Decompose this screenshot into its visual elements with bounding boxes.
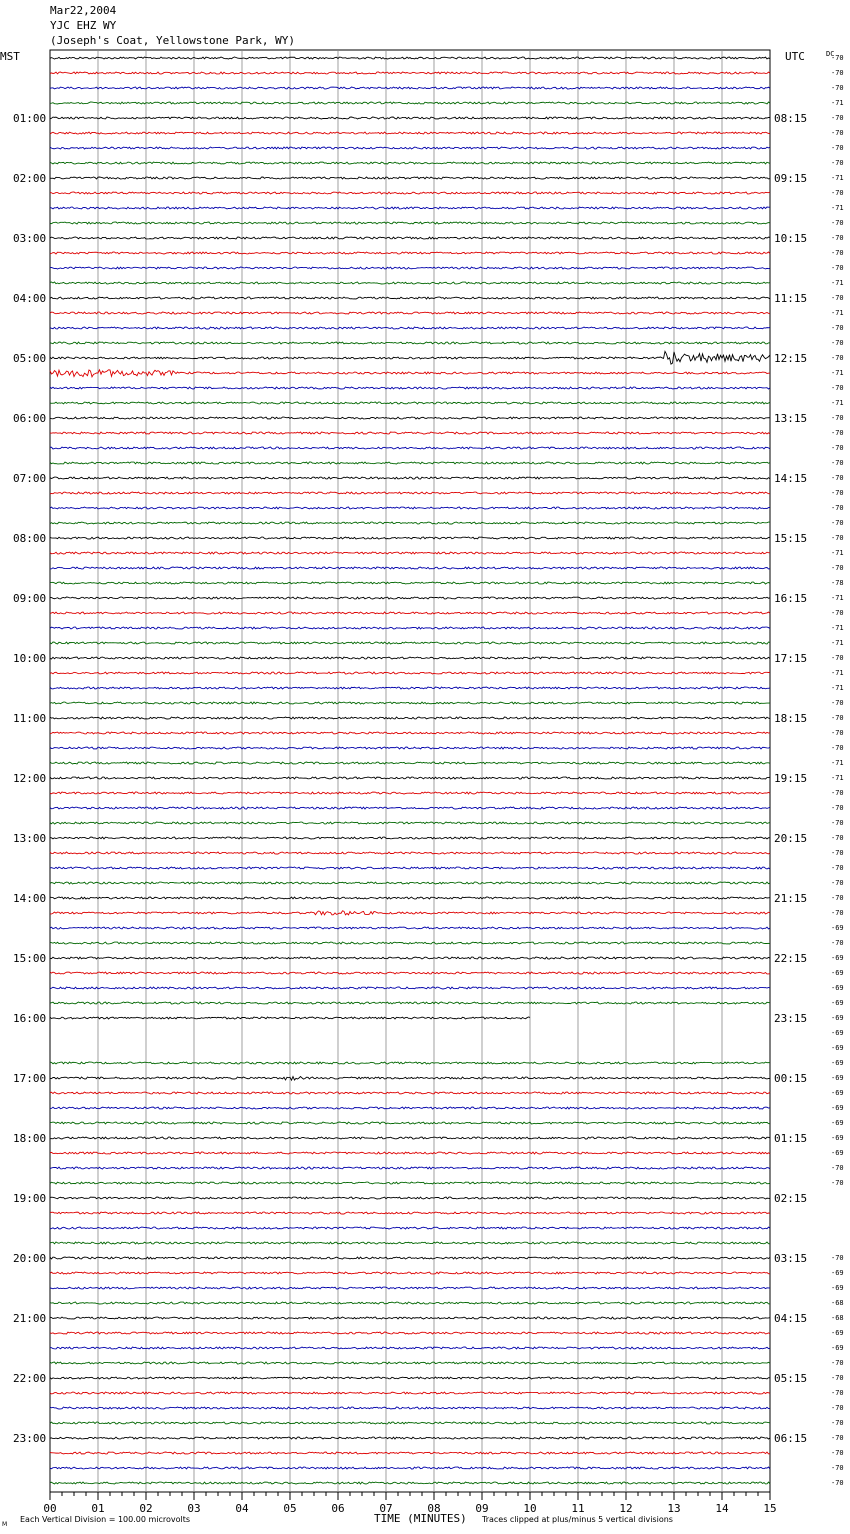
dc-offset-label: -68 xyxy=(831,1299,844,1307)
seismic-trace xyxy=(50,72,770,74)
dc-offset-label: -70 xyxy=(831,339,844,347)
dc-offset-label: -70 xyxy=(831,699,844,707)
seismic-trace xyxy=(50,417,770,419)
dc-offset-label: -71 xyxy=(831,594,844,602)
seismic-trace xyxy=(50,162,770,164)
dc-offset-label: -70 xyxy=(831,474,844,482)
seismic-trace xyxy=(50,1212,770,1214)
x-tick-label: 12 xyxy=(619,1502,633,1515)
mst-hour-label: 07:00 xyxy=(13,472,47,485)
dc-offset-label: -70 xyxy=(831,1359,844,1367)
seismic-trace xyxy=(50,1437,770,1439)
dc-offset-label: -69 xyxy=(831,1134,844,1142)
x-tick-label: 15 xyxy=(763,1502,777,1515)
seismic-trace xyxy=(50,462,770,464)
seismic-trace xyxy=(50,582,770,584)
seismic-trace xyxy=(50,117,770,119)
dc-offset-label: -71 xyxy=(831,309,844,317)
dc-offset-label: -71 xyxy=(831,624,844,632)
x-tick-label: 03 xyxy=(187,1502,201,1515)
dc-offset-label: -71 xyxy=(831,279,844,287)
x-tick-label: 10 xyxy=(523,1502,537,1515)
seismic-trace xyxy=(50,1302,770,1304)
mst-hour-label: 04:00 xyxy=(13,292,47,305)
mst-hour-label: 03:00 xyxy=(13,232,47,245)
mst-hour-label: 22:00 xyxy=(13,1372,47,1385)
dc-offset-label: -69 xyxy=(831,1104,844,1112)
mst-hour-label: 12:00 xyxy=(13,772,47,785)
dc-offset-label: -69 xyxy=(831,1059,844,1067)
x-tick-label: 01 xyxy=(91,1502,105,1515)
utc-hour-label: 12:15 xyxy=(774,352,808,365)
seismic-trace xyxy=(50,642,770,644)
seismic-trace xyxy=(50,672,770,674)
seismic-trace xyxy=(50,237,770,239)
seismic-trace xyxy=(50,657,770,659)
seismic-trace xyxy=(50,927,770,929)
utc-hour-labels xyxy=(774,112,807,1445)
dc-offset-label: -70 xyxy=(831,384,844,392)
dc-offset-label: -70 xyxy=(831,789,844,797)
seismic-trace xyxy=(50,717,770,719)
utc-hour-label: 19:15 xyxy=(774,772,808,785)
seismic-trace xyxy=(50,597,770,599)
dc-offset-label: -70 xyxy=(831,444,844,452)
utc-hour-label: 09:15 xyxy=(774,172,808,185)
station-label: YJC EHZ WY xyxy=(50,19,117,32)
seismic-trace xyxy=(50,942,770,944)
seismic-trace xyxy=(50,1422,770,1424)
utc-hour-label: 08:15 xyxy=(774,112,808,125)
seismic-trace xyxy=(50,1272,770,1274)
dc-offset-label: -69 xyxy=(831,1329,844,1337)
dc-offset-label: -69 xyxy=(831,999,844,1007)
dc-offset-label: -70 xyxy=(831,414,844,422)
dc-offset-label: -70 xyxy=(831,1374,844,1382)
seismic-trace xyxy=(50,370,770,377)
seismic-trace xyxy=(50,552,770,554)
dc-offset-label: -70 xyxy=(831,564,844,572)
seismic-trace xyxy=(50,732,770,734)
x-tick-label: 04 xyxy=(235,1502,249,1515)
dc-offset-label: -70 xyxy=(831,1404,844,1412)
x-tick-label: 06 xyxy=(331,1502,345,1515)
dc-offset-label: -70 xyxy=(831,1389,844,1397)
seismic-trace xyxy=(50,1122,770,1124)
seismic-trace xyxy=(50,1407,770,1409)
seismic-trace xyxy=(50,1167,770,1169)
seismic-trace xyxy=(50,1467,770,1469)
dc-offset-label: -69 xyxy=(831,954,844,962)
x-tick-label: 13 xyxy=(667,1502,681,1515)
corner-mark: M xyxy=(2,1521,8,1528)
mst-hour-label: 01:00 xyxy=(13,112,47,125)
dc-offset-label: -71 xyxy=(831,204,844,212)
dc-offset-labels xyxy=(831,54,844,1487)
seismic-trace xyxy=(50,102,770,104)
seismic-trace xyxy=(50,522,770,524)
seismic-trace xyxy=(50,57,770,59)
seismic-trace xyxy=(50,1092,770,1094)
dc-offset-label: -71 xyxy=(831,774,844,782)
dc-offset-label: -69 xyxy=(831,1119,844,1127)
dc-offset-label: -70 xyxy=(831,534,844,542)
mst-hour-label: 20:00 xyxy=(13,1252,47,1265)
mst-hour-label: 10:00 xyxy=(13,652,47,665)
mst-hour-label: 15:00 xyxy=(13,952,47,965)
x-tick-label: 00 xyxy=(43,1502,57,1515)
seismic-trace xyxy=(50,852,770,854)
seismic-trace xyxy=(50,1107,770,1109)
mst-hour-label: 08:00 xyxy=(13,532,47,545)
dc-offset-label: -70 xyxy=(831,519,844,527)
seismic-trace xyxy=(50,222,770,224)
utc-hour-label: 04:15 xyxy=(774,1312,808,1325)
mst-label: MST xyxy=(0,50,20,63)
seismic-trace xyxy=(50,177,770,179)
mst-hour-label: 05:00 xyxy=(13,352,47,365)
dc-offset-label: -69 xyxy=(831,969,844,977)
seismic-trace xyxy=(50,837,770,839)
dc-offset-label: -71 xyxy=(831,684,844,692)
grid-lines xyxy=(50,50,770,1492)
location-label: (Joseph's Coat, Yellowstone Park, WY) xyxy=(50,34,296,47)
seismic-trace xyxy=(50,1242,770,1244)
seismic-trace xyxy=(50,777,770,779)
seismic-trace xyxy=(50,1482,770,1484)
mst-hour-label: 06:00 xyxy=(13,412,47,425)
dc-offset-label: -70 xyxy=(831,819,844,827)
seismic-trace xyxy=(50,792,770,794)
dc-offset-label: -69 xyxy=(831,984,844,992)
dc-offset-label: -69 xyxy=(831,1074,844,1082)
seismic-trace xyxy=(50,1077,770,1081)
seismic-trace xyxy=(50,207,770,209)
seismic-trace xyxy=(50,507,770,509)
seismic-trace xyxy=(50,1347,770,1349)
dc-offset-label: -69 xyxy=(831,1269,844,1277)
utc-hour-label: 20:15 xyxy=(774,832,808,845)
dc-offset-label: -69 xyxy=(831,1284,844,1292)
dc-offset-label: -69 xyxy=(831,924,844,932)
seismic-trace xyxy=(50,747,770,749)
utc-hour-label: 22:15 xyxy=(774,952,808,965)
x-tick-label: 02 xyxy=(139,1502,153,1515)
mst-hour-label: 19:00 xyxy=(13,1192,47,1205)
seismic-trace xyxy=(50,312,770,314)
dc-offset-label: -70 xyxy=(831,234,844,242)
dc-offset-label: -69 xyxy=(831,1149,844,1157)
scale-note: Each Vertical Division = 100.00 microvolts xyxy=(20,1515,191,1524)
dc-offset-label: -70 xyxy=(831,429,844,437)
utc-hour-label: 11:15 xyxy=(774,292,808,305)
dc-offset-label: -70 xyxy=(831,249,844,257)
mst-hour-labels xyxy=(13,112,46,1445)
dc-offset-label: -70 xyxy=(831,1164,844,1172)
mst-hour-label: 21:00 xyxy=(13,1312,47,1325)
utc-hour-label: 13:15 xyxy=(774,412,808,425)
utc-hour-label: 14:15 xyxy=(774,472,808,485)
dc-offset-label: -70 xyxy=(831,744,844,752)
utc-hour-label: 10:15 xyxy=(774,232,808,245)
dc-label: DC xyxy=(826,50,835,58)
seismic-trace xyxy=(50,1257,770,1259)
dc-offset-label: -68 xyxy=(831,1314,844,1322)
utc-hour-label: 06:15 xyxy=(774,1432,808,1445)
seismic-trace xyxy=(50,687,770,689)
plot-frame xyxy=(50,50,770,1492)
mst-hour-label: 23:00 xyxy=(13,1432,47,1445)
dc-offset-label: -70 xyxy=(831,939,844,947)
seismic-trace xyxy=(50,537,770,539)
dc-offset-label: -71 xyxy=(831,549,844,557)
dc-offset-label: -70 xyxy=(831,654,844,662)
mst-hour-label: 16:00 xyxy=(13,1012,47,1025)
dc-offset-label: -70 xyxy=(831,129,844,137)
seismic-trace xyxy=(50,1002,770,1004)
utc-hour-label: 05:15 xyxy=(774,1372,808,1385)
dc-offset-label: -70 xyxy=(831,159,844,167)
seismic-trace xyxy=(50,1377,770,1379)
seismic-trace xyxy=(50,822,770,824)
utc-hour-label: 23:15 xyxy=(774,1012,808,1025)
dc-offset-label: -70 xyxy=(831,69,844,77)
seismic-trace xyxy=(50,762,770,764)
dc-offset-label: -70 xyxy=(831,909,844,917)
utc-hour-label: 15:15 xyxy=(774,532,808,545)
dc-offset-label: -70 xyxy=(831,1464,844,1472)
dc-offset-label: -70 xyxy=(831,879,844,887)
seismic-trace xyxy=(50,911,770,915)
x-axis-title: TIME (MINUTES) xyxy=(374,1512,467,1525)
seismic-trace xyxy=(50,327,770,329)
dc-offset-label: -70 xyxy=(831,804,844,812)
seismic-trace xyxy=(50,807,770,809)
dc-offset-label: -71 xyxy=(831,99,844,107)
utc-hour-label: 17:15 xyxy=(774,652,808,665)
seismic-trace xyxy=(50,627,770,629)
dc-offset-label: -70 xyxy=(831,1419,844,1427)
x-tick-label: 11 xyxy=(571,1502,585,1515)
mst-hour-label: 09:00 xyxy=(13,592,47,605)
utc-hour-label: 00:15 xyxy=(774,1072,808,1085)
dc-offset-label: -70 xyxy=(831,729,844,737)
dc-offset-label: -70 xyxy=(831,864,844,872)
x-tick-label: 09 xyxy=(475,1502,489,1515)
utc-hour-label: 18:15 xyxy=(774,712,808,725)
dc-offset-label: -70 xyxy=(831,264,844,272)
seismic-trace xyxy=(50,132,770,134)
dc-offset-label: -71 xyxy=(831,639,844,647)
dc-offset-label: -69 xyxy=(831,1044,844,1052)
seismic-trace xyxy=(50,957,770,959)
dc-offset-label: -71 xyxy=(831,669,844,677)
utc-hour-label: 03:15 xyxy=(774,1252,808,1265)
dc-offset-label: -70 xyxy=(831,1434,844,1442)
mst-hour-label: 17:00 xyxy=(13,1072,47,1085)
dc-offset-label: -70 xyxy=(831,894,844,902)
date-label: Mar22,2004 xyxy=(50,4,117,17)
seismic-trace xyxy=(50,387,770,389)
dc-offset-label: -69 xyxy=(831,1014,844,1022)
seismic-trace xyxy=(50,192,770,194)
seismic-trace xyxy=(50,297,770,299)
dc-offset-label: -70 xyxy=(831,294,844,302)
seismic-trace xyxy=(50,87,770,89)
seismic-trace xyxy=(50,972,770,974)
seismic-trace xyxy=(50,447,770,449)
utc-hour-label: 02:15 xyxy=(774,1192,808,1205)
seismic-trace xyxy=(50,147,770,149)
dc-offset-label: -69 xyxy=(831,1344,844,1352)
seismic-trace xyxy=(50,351,770,364)
dc-offset-label: -70 xyxy=(831,1254,844,1262)
x-tick-label: 14 xyxy=(715,1502,729,1515)
seismic-trace xyxy=(50,432,770,434)
seismic-trace xyxy=(50,1137,770,1139)
mst-hour-label: 02:00 xyxy=(13,172,47,185)
dc-offset-label: -69 xyxy=(831,1029,844,1037)
mst-hour-label: 11:00 xyxy=(13,712,47,725)
seismic-trace xyxy=(50,1197,770,1199)
x-tick-label: 05 xyxy=(283,1502,297,1515)
dc-offset-label: -78 xyxy=(831,579,844,587)
seismic-trace xyxy=(50,1452,770,1454)
utc-hour-label: 21:15 xyxy=(774,892,808,905)
seismic-trace xyxy=(50,1317,770,1319)
dc-offset-label: -70 xyxy=(831,189,844,197)
dc-offset-label: -70 xyxy=(831,324,844,332)
dc-offset-label: -70 xyxy=(831,849,844,857)
seismic-trace xyxy=(50,402,770,404)
utc-hour-label: 01:15 xyxy=(774,1132,808,1145)
seismic-trace xyxy=(50,882,770,884)
dc-offset-label: -71 xyxy=(831,174,844,182)
mst-hour-label: 13:00 xyxy=(13,832,47,845)
seismic-trace xyxy=(50,342,770,344)
seismic-trace xyxy=(50,1362,770,1364)
dc-offset-label: -70 xyxy=(831,219,844,227)
dc-offset-label: -71 xyxy=(831,759,844,767)
seismic-trace xyxy=(50,867,770,869)
dc-offset-label: -70 xyxy=(831,84,844,92)
mst-hour-label: 14:00 xyxy=(13,892,47,905)
seismic-trace xyxy=(50,1392,770,1394)
seismic-trace xyxy=(50,1152,770,1154)
dc-offset-label: -70 xyxy=(831,354,844,362)
seismic-trace xyxy=(50,612,770,614)
seismic-trace xyxy=(50,702,770,704)
dc-offset-label: -70 xyxy=(831,1179,844,1187)
clip-note: Traces clipped at plus/minus 5 vertical divisions xyxy=(482,1515,673,1524)
dc-offset-label: -70 xyxy=(831,144,844,152)
seismic-trace xyxy=(50,1287,770,1289)
utc-hour-label: 16:15 xyxy=(774,592,808,605)
dc-offset-label: -70 xyxy=(831,459,844,467)
seismic-trace xyxy=(50,282,770,284)
dc-offset-label: -71 xyxy=(831,369,844,377)
x-tick-label: 07 xyxy=(379,1502,393,1515)
x-tick-label: 08 xyxy=(427,1502,441,1515)
seismic-trace xyxy=(50,267,770,269)
utc-label: UTC xyxy=(785,50,805,63)
dc-offset-label: -70 xyxy=(831,714,844,722)
seismic-trace xyxy=(50,1182,770,1184)
seismic-trace xyxy=(50,492,770,494)
seismic-trace xyxy=(50,897,770,899)
dc-offset-label: -70 xyxy=(831,609,844,617)
seismic-trace xyxy=(50,1062,770,1064)
dc-offset-label: -70 xyxy=(831,834,844,842)
trace-group xyxy=(50,57,770,1484)
seismic-trace xyxy=(50,1332,770,1334)
seismic-trace xyxy=(50,477,770,479)
seismic-trace xyxy=(50,567,770,569)
dc-offset-label: -70 xyxy=(831,54,844,62)
dc-offset-label: -70 xyxy=(831,1479,844,1487)
mst-hour-label: 18:00 xyxy=(13,1132,47,1145)
seismic-trace xyxy=(50,1227,770,1229)
dc-offset-label: -70 xyxy=(831,489,844,497)
dc-offset-label: -69 xyxy=(831,1089,844,1097)
dc-offset-label: -70 xyxy=(831,114,844,122)
seismic-trace xyxy=(50,252,770,254)
dc-offset-label: -71 xyxy=(831,399,844,407)
dc-offset-label: -70 xyxy=(831,504,844,512)
dc-offset-label: -70 xyxy=(831,1449,844,1457)
seismic-trace xyxy=(50,987,770,989)
